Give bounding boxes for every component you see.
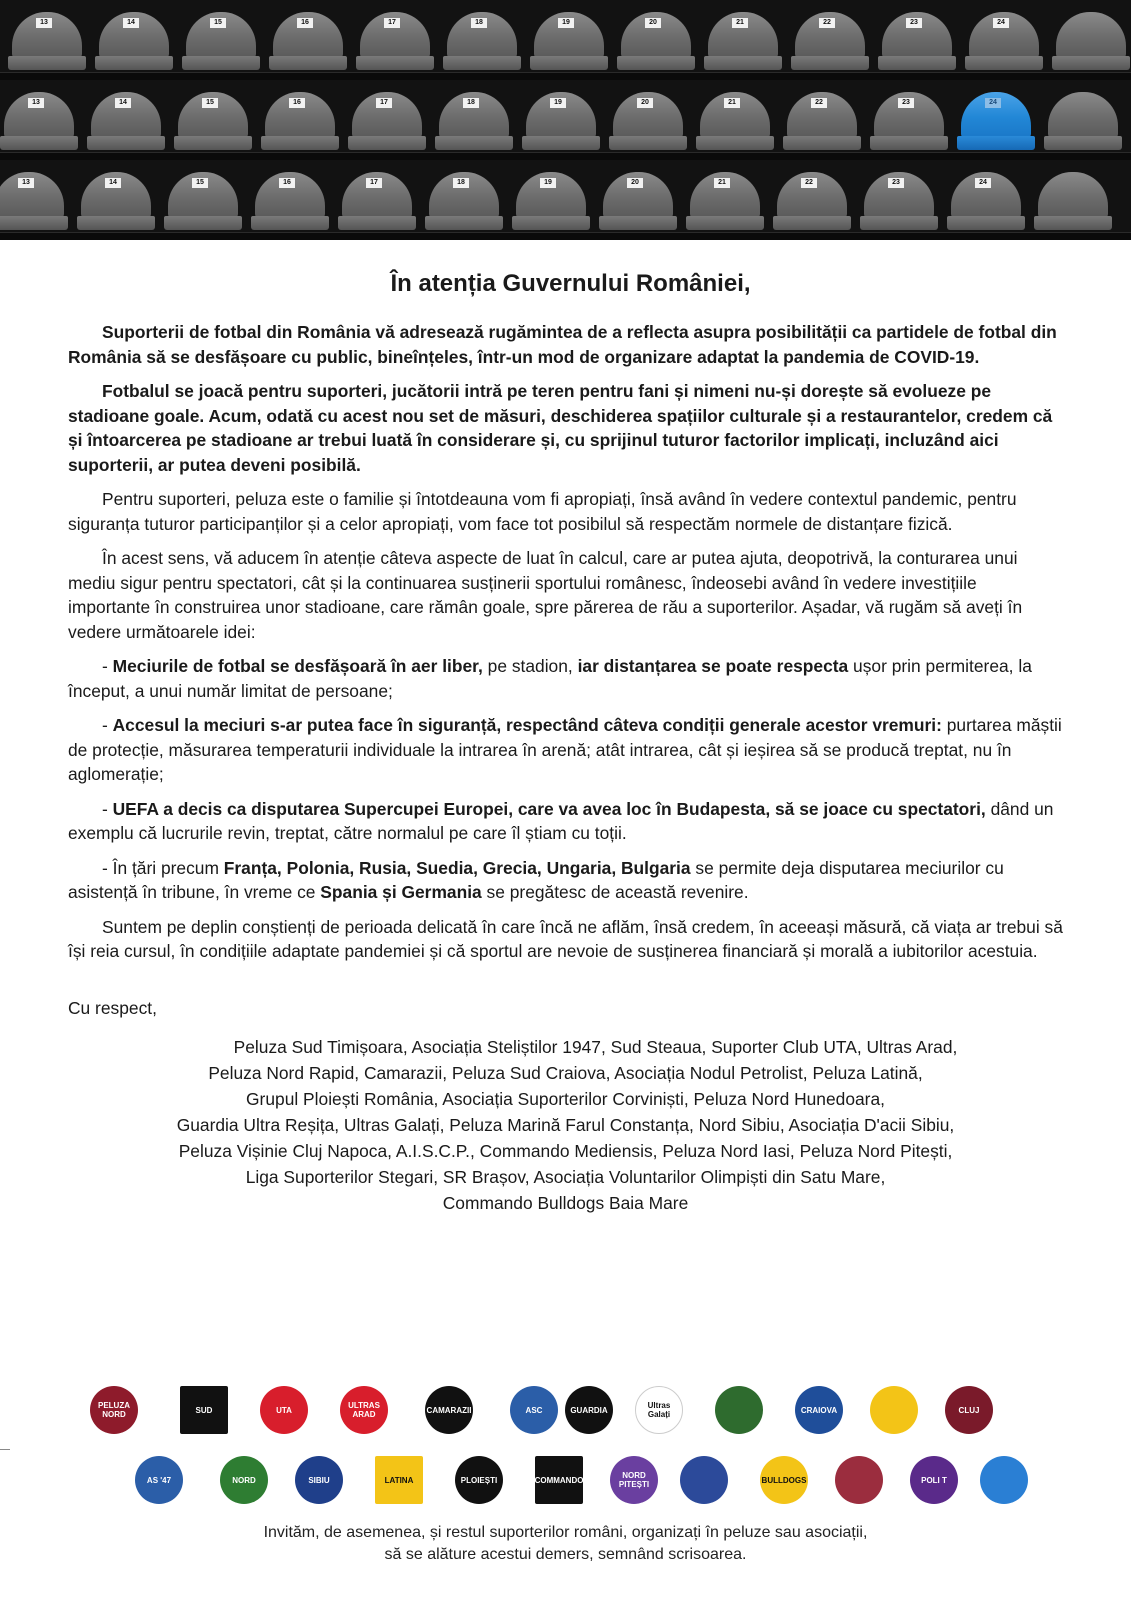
- bold-text: iar distanțarea se poate respecta: [577, 656, 849, 676]
- logo-label: BULLDOGS: [761, 1475, 807, 1485]
- seat-number: 18: [453, 178, 469, 188]
- divider: [0, 1449, 10, 1450]
- seat: [338, 172, 416, 232]
- seat-number: 14: [115, 98, 131, 108]
- ultras-arad-logo: [340, 1386, 388, 1434]
- seat-number: 20: [637, 98, 653, 108]
- seat: [8, 12, 86, 72]
- logo-label: PELUZA NORD: [98, 1401, 130, 1419]
- letter-paragraph: [68, 856, 1063, 905]
- seat: [77, 172, 155, 232]
- seat: [686, 172, 764, 232]
- ultras-galati-logo: [635, 1386, 683, 1434]
- text: Pentru suporteri, peluza este o familie și întotdeauna vom fi apropiați, însă având în vedere contextul pandemic, pentru siguranța tuturor participanților și a celor apropiați, vom face tot posibilul să respectăm normele de distanțare fizică.: [68, 489, 1017, 534]
- as-47-logo: [135, 1456, 183, 1504]
- text: În acest sens, vă aducem în atenție câteva aspecte de luat în calcul, care ar putea ajuta, deopotrivă, la conturarea unui mediu sigur pentru spectatori, cât și la continuarea susținerii sportului românesc, îndeosebi având în vedere investițiile importante în construirea unor stadioane, care rămân goale, spre părerea de rău a suporterilor. Așadar, vă rugăm să aveți în vedere următoarele idei:: [68, 548, 1023, 642]
- aiscp-logo: [835, 1456, 883, 1504]
- letter-paragraph: [68, 546, 1063, 644]
- text: -: [102, 715, 113, 735]
- seat-rail: [0, 152, 1131, 160]
- seat-number: 15: [202, 98, 218, 108]
- seat: [0, 172, 68, 232]
- seat-number: 16: [289, 98, 305, 108]
- seat-row: [0, 160, 1131, 240]
- seat: [791, 12, 869, 72]
- logo-label: UTA: [276, 1405, 292, 1415]
- supporter-logos: [90, 1380, 1050, 1520]
- signer-line: Peluza Sud Timișoara, Asociația Steliștilor 1947, Sud Steaua, Suporter Club UTA, Ultras Arad,: [233, 1036, 958, 1057]
- seat-number: 14: [105, 178, 121, 188]
- text: Suntem pe deplin conștienți de perioada delicată în care încă ne aflăm, însă credem, în aceeași măsură, că viața ar trebui să își reia cursul, în condițiile adaptate pandemiei și că sportul are nevoie de susținerea financiară și morală a iubitorilor acestuia.: [68, 916, 1063, 961]
- seat: [1044, 92, 1122, 152]
- seat: [512, 172, 590, 232]
- closing: Cu respect,: [68, 997, 157, 1018]
- seat: [251, 172, 329, 232]
- seat-number: 17: [376, 98, 392, 108]
- seat-number: 18: [463, 98, 479, 108]
- seat-number: 22: [801, 178, 817, 188]
- logo-label: PLOIEȘTI: [460, 1475, 498, 1485]
- footer-invitation: [0, 1522, 1131, 1566]
- footer-line-2: să se alăture acestui demers, semnând scrisoarea.: [384, 1546, 747, 1563]
- seat: [965, 12, 1043, 72]
- text: se pregătesc de această revenire.: [481, 882, 749, 902]
- logo-label: AS '47: [146, 1475, 172, 1485]
- logo-label: NORD: [232, 1475, 256, 1485]
- seat: [0, 92, 78, 152]
- signer-line: Guardia Ultra Reșița, Ultras Galați, Peluza Marină Farul Constanța, Nord Sibiu, Asociația D'acii Sibiu,: [176, 1114, 955, 1135]
- blue-shield-logo: [980, 1456, 1028, 1504]
- commando-mediensis-logo: [535, 1456, 583, 1504]
- seat: [174, 92, 252, 152]
- seat-number: 15: [210, 18, 226, 28]
- seat-rail: [0, 232, 1131, 240]
- guardia-ultra-logo: [565, 1386, 613, 1434]
- text: ușor prin permiterea, la început, a unui număr limitat de persoane;: [68, 656, 1032, 701]
- seat-number: 19: [558, 18, 574, 28]
- seat: [773, 172, 851, 232]
- logo-label: COMMANDO: [535, 1475, 583, 1485]
- bold-text: Franța, Polonia, Rusia, Suedia, Grecia, Ungaria, Bulgaria: [223, 857, 691, 878]
- seat: [269, 12, 347, 72]
- seat-rail: [0, 72, 1131, 80]
- bold-text: Suporterii de fotbal din România vă adresează rugămintea de a reflecta asupra posibilității ca partidele de fotbal din România să se desfășoare cu public, bineînțeles, într-un mod de organizare adaptat la pandemia de COVID-19.: [68, 322, 1057, 367]
- seat-number: 16: [279, 178, 295, 188]
- seat: [878, 12, 956, 72]
- logo-label: Ultras Galați: [647, 1401, 671, 1419]
- signers-list: [68, 1034, 1063, 1216]
- seat: [704, 12, 782, 72]
- peluza-nord-pitesti-logo: [610, 1456, 658, 1504]
- seat-number: 24: [993, 18, 1009, 28]
- seat-number: 23: [888, 178, 904, 188]
- letter-paragraph: [68, 379, 1063, 477]
- logo-label: POLI T: [921, 1475, 947, 1485]
- letter-body: [68, 320, 1063, 964]
- seat: [1034, 172, 1112, 232]
- logo-label: ULTRAS ARAD: [348, 1401, 380, 1419]
- seat-number: 22: [811, 98, 827, 108]
- peluza-visinie-logo: [945, 1386, 993, 1434]
- logo-label: CRAIOVA: [800, 1405, 838, 1415]
- bold-text: Accesul la meciuri s-ar putea face în siguranță, respectând câteva condiții generale acestor vremuri:: [112, 715, 942, 735]
- camarazii-logo: [425, 1386, 473, 1434]
- bold-text: Meciurile de fotbal se desfășoară în aer liber,: [112, 656, 483, 676]
- seat: [696, 92, 774, 152]
- text: pe stadion,: [482, 656, 578, 676]
- seat: [870, 92, 948, 152]
- logo-label: CLUJ: [958, 1405, 980, 1415]
- logo-label: GUARDIA: [570, 1405, 608, 1415]
- seat-number: 13: [28, 98, 44, 108]
- signer-line: Peluza Nord Rapid, Camarazii, Peluza Sud Craiova, Asociația Nodul Petrolist, Peluza Latină,: [208, 1062, 923, 1083]
- seat-number: 21: [724, 98, 740, 108]
- seat-number: 13: [18, 178, 34, 188]
- seat-number: 23: [898, 98, 914, 108]
- seat-number: 15: [192, 178, 208, 188]
- seat: [435, 92, 513, 152]
- nord-sibiu-logo: [220, 1456, 268, 1504]
- seat: [617, 12, 695, 72]
- sibiu-logo: [295, 1456, 343, 1504]
- letter-title: În atenția Guvernului României,: [390, 270, 751, 297]
- seat: [1052, 12, 1130, 72]
- seat: [947, 172, 1025, 232]
- seat-number: 20: [627, 178, 643, 188]
- seat: [443, 12, 521, 72]
- bold-text: Spania și Germania: [320, 882, 482, 902]
- letter-paragraph: [68, 797, 1063, 846]
- logo-label: ASC: [525, 1405, 543, 1415]
- bold-text: Fotbalul se joacă pentru suporteri, jucătorii intră pe teren pentru fani și nimeni nu-și dorește să evolueze pe stadioane goale. Acum, odată cu acest nou set de măsuri, deschiderea spațiilor culturale și a restaurantelor, credem că și întoarcerea pe stadioane ar trebui luată în considerare și, cu sprijinul tuturor factorilor implicați, incluzând aici suporterii, ar putea deveni posibilă.: [68, 381, 1053, 475]
- peluza-latina-logo: [375, 1456, 423, 1504]
- bold-text: UEFA a decis ca disputarea Supercupei Europei, care va avea loc în Budapesta, să se joace cu spectatori,: [112, 798, 986, 819]
- text: -: [102, 798, 113, 819]
- signer-line: Peluza Vișinie Cluj Napoca, A.I.S.C.P., Commando Mediensis, Peluza Nord Iasi, Peluza Nord Pitești,: [178, 1140, 953, 1161]
- suporter-club-uta-logo: [260, 1386, 308, 1434]
- seat: [164, 172, 242, 232]
- seat-number: 24: [985, 98, 1001, 108]
- highlighted-blue-seat: [957, 92, 1035, 152]
- seat: [599, 172, 677, 232]
- letter-paragraph: [68, 915, 1063, 964]
- seat: [261, 92, 339, 152]
- seat-number: 22: [819, 18, 835, 28]
- logo-label: LATINA: [384, 1475, 414, 1485]
- asc-logo: [510, 1386, 558, 1434]
- seat-number: 17: [384, 18, 400, 28]
- seat: [860, 172, 938, 232]
- satu-mare-logo: [680, 1456, 728, 1504]
- seat-number: 19: [540, 178, 556, 188]
- seat: [522, 92, 600, 152]
- peluza-sud-craiova-logo: [795, 1386, 843, 1434]
- commando-bulldogs-logo: [760, 1456, 808, 1504]
- peluza-nord-rapid-logo: [90, 1386, 138, 1434]
- logo-label: SUD: [195, 1405, 213, 1415]
- text: - În țări precum: [102, 857, 224, 878]
- letter-paragraph: [68, 654, 1063, 703]
- logo-label: SIBIU: [308, 1475, 330, 1485]
- green-wreath-logo: [715, 1386, 763, 1434]
- footer-line-1: Invităm, de asemenea, și restul suporterilor români, organizați în peluze sau asociații,: [263, 1524, 868, 1541]
- signer-line: Commando Bulldogs Baia Mare: [442, 1192, 689, 1213]
- text: purtarea măștii de protecție, măsurarea temperaturii individuale la intrarea în arenă; atât intrarea, cât și ieșirea să se producă treptat, nu în aglomerație;: [68, 715, 1062, 784]
- seat-number: 19: [550, 98, 566, 108]
- seat: [95, 12, 173, 72]
- seat-number: 20: [645, 18, 661, 28]
- signer-line: Grupul Ploiești România, Asociația Suporterilor Corviniști, Peluza Nord Hunedoara,: [246, 1088, 885, 1109]
- seat: [87, 92, 165, 152]
- letter-paragraph: [68, 713, 1063, 787]
- letter-paragraph: [68, 487, 1063, 536]
- seat: [356, 12, 434, 72]
- stadium-seats-banner: [0, 0, 1131, 240]
- seat-number: 14: [123, 18, 139, 28]
- seat: [348, 92, 426, 152]
- sud-steaua-logo: [180, 1386, 228, 1434]
- seat-number: 17: [366, 178, 382, 188]
- letter: [68, 268, 1063, 1216]
- seat: [182, 12, 260, 72]
- seat: [425, 172, 503, 232]
- yellow-badge-logo: [870, 1386, 918, 1434]
- text: se permite deja disputarea meciurilor cu asistență în tribune, în vreme ce: [68, 857, 1004, 902]
- seat-number: 18: [471, 18, 487, 28]
- ploiesti-logo: [455, 1456, 503, 1504]
- seat-number: 24: [975, 178, 991, 188]
- logo-label: NORD PITEȘTI: [618, 1471, 650, 1489]
- seat: [530, 12, 608, 72]
- text: -: [102, 656, 113, 676]
- seat-number: 23: [906, 18, 922, 28]
- seat: [609, 92, 687, 152]
- seat-row: [0, 80, 1131, 160]
- letter-paragraph: [68, 320, 1063, 369]
- seat-number: 21: [732, 18, 748, 28]
- logo-label: CAMARAZII: [426, 1405, 472, 1415]
- text: dând un exemplu că lucrurile revin, treptat, către normalul pe care îl știam cu toții.: [68, 798, 1054, 843]
- seat-number: 13: [36, 18, 52, 28]
- seat-row: [0, 0, 1131, 80]
- seat-number: 21: [714, 178, 730, 188]
- signer-line: Liga Suporterilor Stegari, SR Brașov, Asociația Voluntarilor Olimpiști din Satu Mare,: [245, 1166, 886, 1187]
- seat-number: 16: [297, 18, 313, 28]
- seat: [783, 92, 861, 152]
- poli-t-logo: [910, 1456, 958, 1504]
